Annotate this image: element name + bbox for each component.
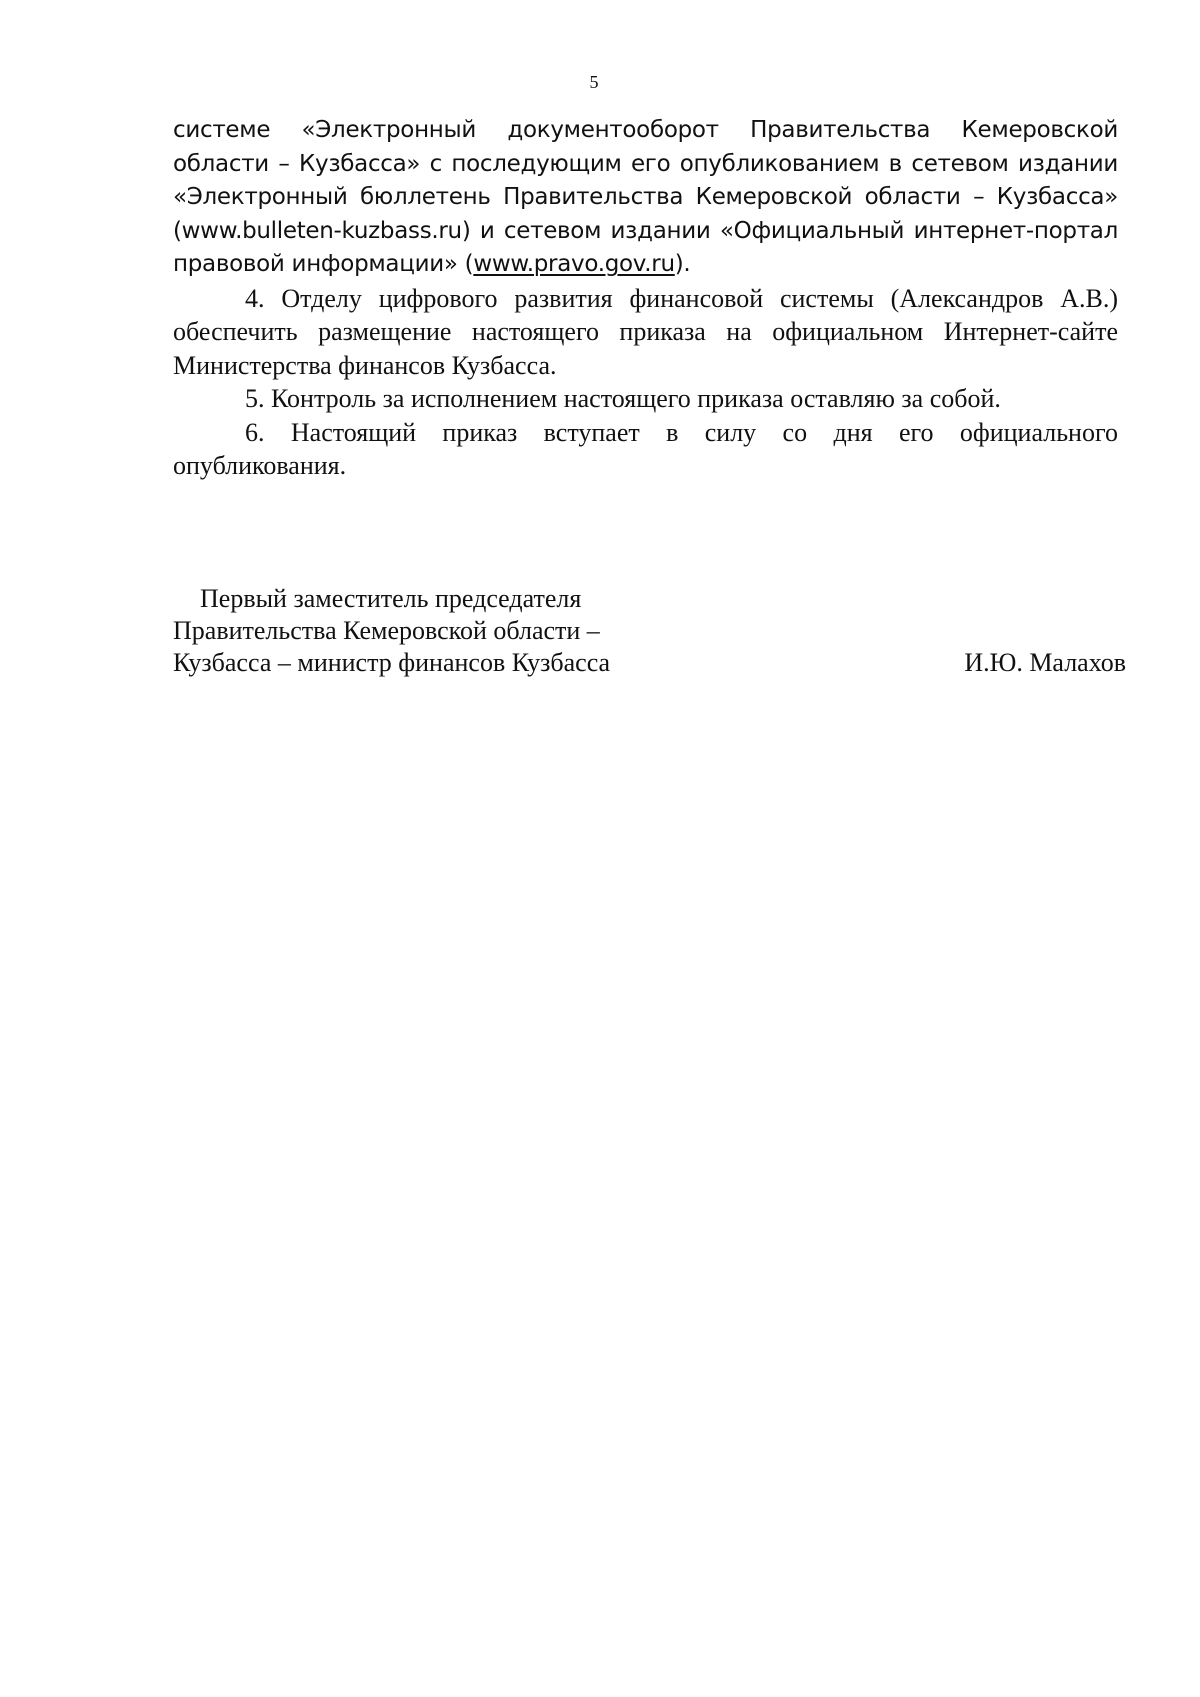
document-body bbox=[173, 114, 1118, 483]
pravo-link[interactable]: www.pravo.gov.ru bbox=[473, 251, 675, 277]
signature-title-line-1: Первый заместитель председателя bbox=[200, 584, 582, 613]
signature-title bbox=[173, 583, 773, 679]
paragraph-item-4: 4. Отделу цифрового развития финансовой системы (Александров А.В.) обеспечить размещение настоящего приказа на официальном Интернет-сайте Министерства финансов Кузбасса. bbox=[173, 283, 1118, 380]
paragraph-item-6: 6. Настоящий приказ вступает в силу со дня его официального опубликования. bbox=[173, 417, 1118, 480]
paragraph-continuation bbox=[173, 114, 1118, 282]
signature-title-line-3: Кузбасса – министр финансов Кузбасса bbox=[173, 648, 611, 677]
signatory-name: И.Ю. Малахов bbox=[964, 648, 1126, 677]
paragraph-continuation-text: системе «Электронный документооборот Правительства Кемеровской области – Кузбасса» с последующим его опубликованием в сетевом издании «Электронный бюллетень Правительства Кемеровской области – Кузбасса» (www.bulleten-kuzbass.ru) и сетевом издании «Официальный интернет-портал правовой информации» ( bbox=[173, 117, 1118, 277]
paragraph-item-5: 5. Контроль за исполнением настоящего приказа оставляю за собой. bbox=[245, 384, 1001, 413]
page-number: 5 bbox=[589, 72, 599, 92]
signature-title-line-2: Правительства Кемеровской области – bbox=[173, 616, 600, 645]
paragraph-continuation-end: ). bbox=[674, 251, 691, 277]
